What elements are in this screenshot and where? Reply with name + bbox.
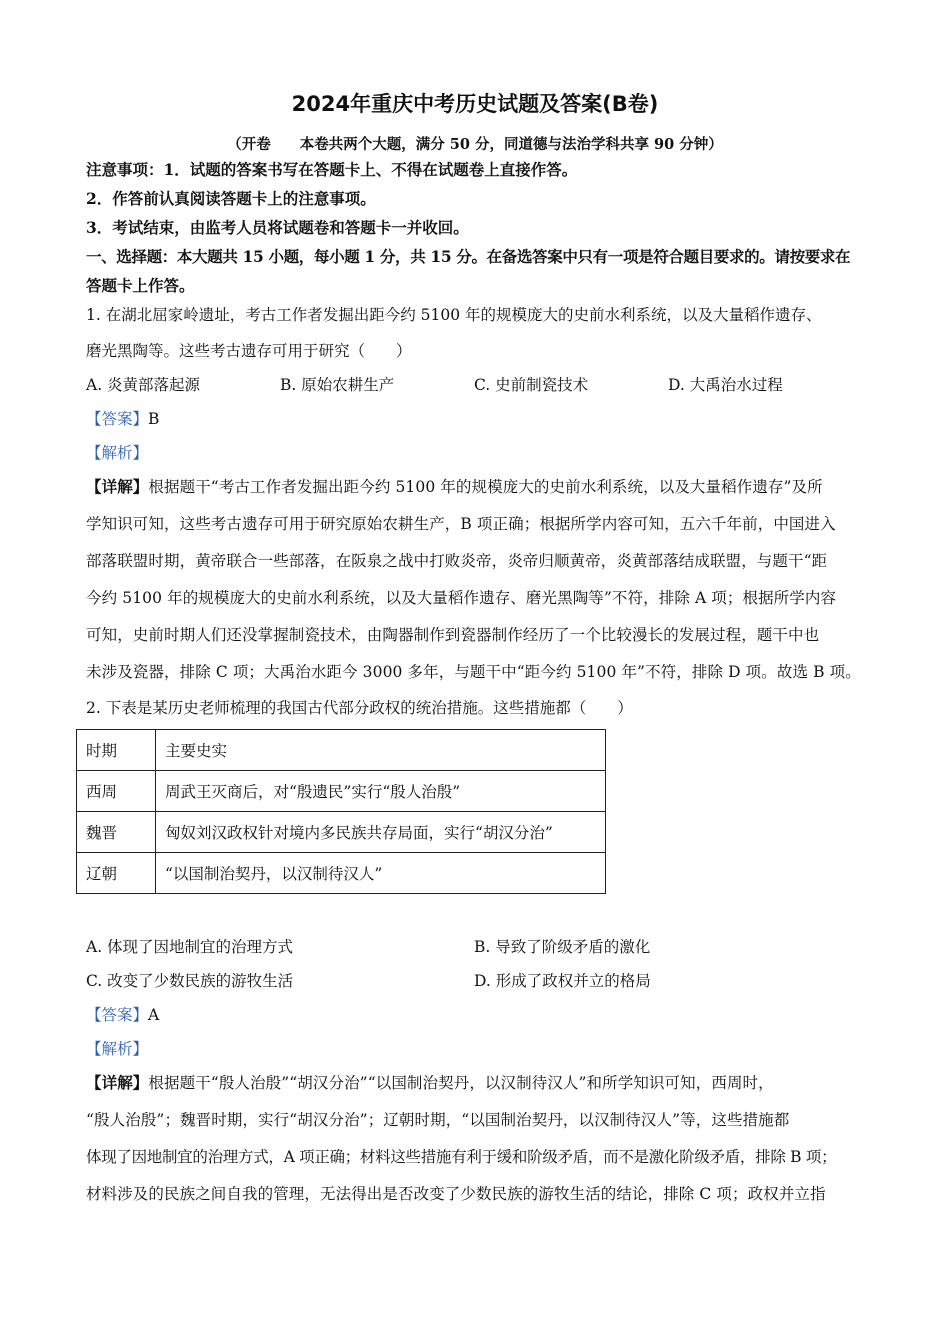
q2-detail-line1 bbox=[86, 1073, 866, 1093]
q1-detail-text1: 根据题干“考古工作者发掘出距今约 5100 年的规模庞大的史前水利系统，以及大量稻作遗存”及所 bbox=[148, 478, 823, 496]
table-header-facts: 主要史实 bbox=[156, 730, 606, 771]
table-cell-fact: 匈奴刘汉政权针对境内多民族共存局面，实行“胡汉分治” bbox=[156, 812, 606, 853]
note-1: 注意事项：1．试题的答案书写在答题卡上、不得在试题卷上直接作答。 bbox=[86, 160, 578, 179]
q2-answer-label: 【答案】 bbox=[86, 1006, 149, 1024]
q2-detail-line4: 材料涉及的民族之间自我的管理，无法得出是否改变了少数民族的游牧生活的结论，排除 C 项；政权并立指 bbox=[86, 1185, 826, 1203]
note-2: 2．作答前认真阅读答题卡上的注意事项。 bbox=[86, 189, 376, 208]
q1-answer-value: B bbox=[148, 410, 160, 428]
table-cell-period: 辽朝 bbox=[77, 853, 156, 894]
q1-detail-line4: 今约 5100 年的规模庞大的史前水利系统，以及大量稻作遗存、磨光黑陶等”不符，排除 A 项；根据所学内容 bbox=[86, 589, 837, 607]
q2-stem: 2. 下表是某历史老师梳理的我国古代部分政权的统治措施。这些措施都（ ） bbox=[86, 699, 633, 717]
q1-detail-label: 【详解】 bbox=[86, 477, 149, 496]
table-header-row bbox=[77, 730, 606, 771]
page-subtitle: （开卷 本卷共两个大题，满分 50 分，同道德与法治学科共享 90 分钟） bbox=[227, 136, 723, 153]
q2-option-d: D. 形成了政权并立的格局 bbox=[474, 972, 651, 990]
table-header-period: 时期 bbox=[77, 730, 156, 771]
q2-detail-line3: 体现了因地制宜的治理方式，A 项正确；材料这些措施有利于缓和阶级矛盾，而不是激化阶级矛盾，排除 B 项； bbox=[86, 1148, 837, 1166]
q1-answer-label: 【答案】 bbox=[86, 410, 149, 428]
q2-detail-line2: “殷人治殷”；魏晋时期，实行“胡汉分治”；辽朝时期，“以国制治契丹，以汉制待汉人”等，这些措施都 bbox=[86, 1111, 790, 1129]
q2-analysis-label: 【解析】 bbox=[86, 1040, 149, 1058]
q1-detail-line3: 部落联盟时期，黄帝联合一些部落，在阪泉之战中打败炎帝，炎帝归顺黄帝，炎黄部落结成联盟，与题干“距 bbox=[86, 552, 828, 570]
table-row bbox=[77, 853, 606, 894]
note-3: 3．考试结束，由监考人员将试题卷和答题卡一并收回。 bbox=[86, 218, 469, 237]
q1-answer bbox=[86, 409, 159, 429]
q1-option-b: B. 原始农耕生产 bbox=[280, 376, 395, 394]
history-table bbox=[76, 729, 606, 894]
q2-option-b: B. 导致了阶级矛盾的激化 bbox=[474, 938, 651, 956]
q1-option-d: D. 大禹治水过程 bbox=[668, 376, 783, 394]
section1-heading: 一、选择题：本大题共 15 小题，每小题 1 分，共 15 分。在备选答案中只有一项是符合题目要求的。请按要求在 bbox=[86, 247, 851, 266]
table-cell-period: 西周 bbox=[77, 771, 156, 812]
q1-analysis-label: 【解析】 bbox=[86, 444, 149, 462]
q2-answer-value: A bbox=[148, 1006, 160, 1024]
q1-stem-line2: 磨光黑陶等。这些考古遗存可用于研究（ ） bbox=[86, 342, 412, 360]
table-row bbox=[77, 812, 606, 853]
section1-heading-cont: 答题卡上作答。 bbox=[86, 276, 195, 295]
table-cell-period: 魏晋 bbox=[77, 812, 156, 853]
q1-detail-line1 bbox=[86, 477, 866, 497]
page-title: 2024年重庆中考历史试题及答案(B卷) bbox=[291, 92, 659, 116]
q1-stem-line1: 1. 在湖北屈家岭遗址，考古工作者发掘出距今约 5100 年的规模庞大的史前水利系统，以及大量稻作遗存、 bbox=[86, 306, 822, 324]
table-cell-fact: 周武王灭商后，对“殷遗民”实行“殷人治殷” bbox=[156, 771, 606, 812]
table-cell-fact: “以国制治契丹，以汉制待汉人” bbox=[156, 853, 606, 894]
q2-option-a: A. 体现了因地制宜的治理方式 bbox=[86, 938, 294, 956]
q2-detail-text1: 根据题干“殷人治殷”“胡汉分治”“以国制治契丹，以汉制待汉人”和所学知识可知，西周时， bbox=[148, 1074, 774, 1092]
q1-detail-line2: 学知识可知，这些考古遗存可用于研究原始农耕生产，B 项正确；根据所学内容可知，五六千年前，中国进入 bbox=[86, 515, 836, 533]
q1-detail-line5: 可知，史前时期人们还没掌握制瓷技术，由陶器制作到瓷器制作经历了一个比较漫长的发展过程，题干中也 bbox=[86, 626, 820, 644]
q2-detail-label: 【详解】 bbox=[86, 1073, 149, 1092]
q2-answer bbox=[86, 1005, 159, 1025]
q1-option-a: A. 炎黄部落起源 bbox=[86, 376, 201, 394]
table-row bbox=[77, 771, 606, 812]
q1-detail-line6: 未涉及瓷器，排除 C 项；大禹治水距今 3000 多年，与题干中“距今约 5100 年”不符，排除 D 项。故选 B 项。 bbox=[86, 663, 861, 681]
q1-option-c: C. 史前制瓷技术 bbox=[474, 376, 589, 394]
q2-option-c: C. 改变了少数民族的游牧生活 bbox=[86, 972, 294, 990]
